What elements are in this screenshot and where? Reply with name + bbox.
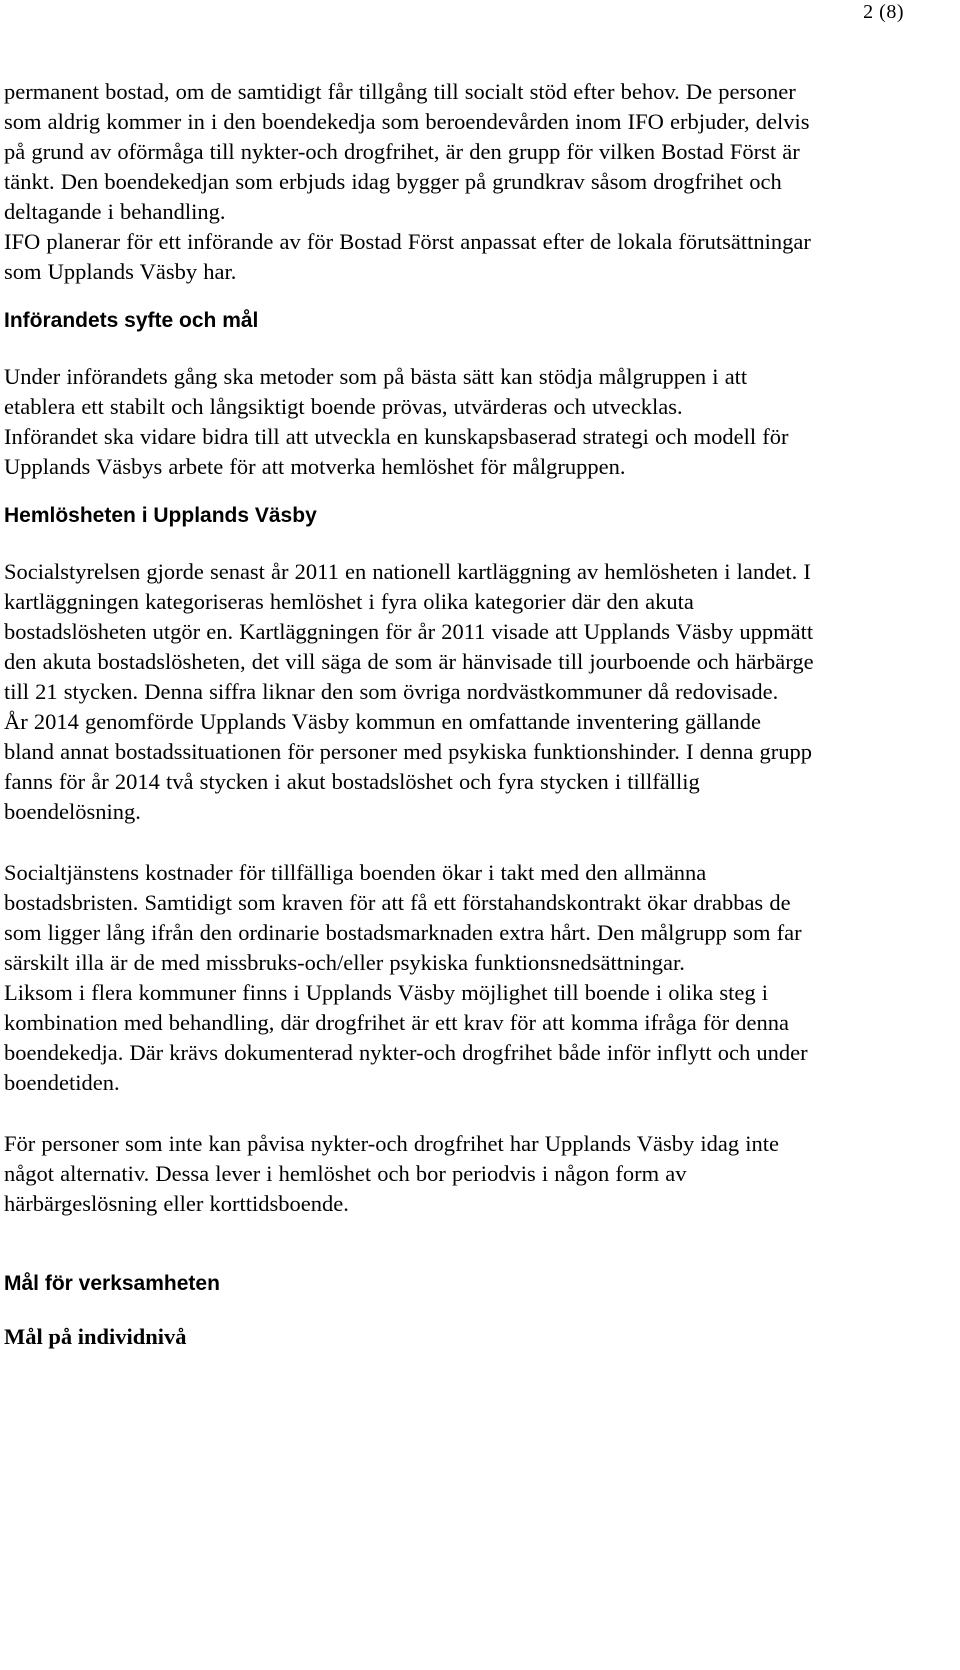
paragraph-hemloshet-5: För personer som inte kan påvisa nykter-och drogfrihet har Upplands Väsby idag inte något alternativ. Dessa lever i hemlöshet och bor periodvis i någon form av härbärgeslösning eller korttidsboende. xyxy=(4,1131,779,1216)
paragraph-intro-1: permanent bostad, om de samtidigt får tillgång till socialt stöd efter behov. De personer som aldrig kommer in i den boendekedja som beroendevården inom IFO erbjuder, delvis på grund av oförmåga till nykter-och drogfrihet, är den grupp för vilken Bostad Först är tänkt. Den boendekedjan som erbjuds idag bygger på grundkrav såsom drogfrihet och deltagande i behandling. xyxy=(4,79,810,224)
heading-syfte-och-mal: Införandets syfte och mål xyxy=(4,309,259,332)
heading-hemlosheten: Hemlösheten i Upplands Väsby xyxy=(4,504,317,527)
paragraph-hemloshet-3: Socialtjänstens kostnader för tillfälliga boenden ökar i takt med den allmänna bostadsbristen. Samtidigt som kraven för att få ett förstahandskontrakt ökar drabbas de som ligger lång ifrån den ordinarie bostadsmarknaden extra hårt. Den målgrupp som far särskilt illa är de med missbruks-och/eller psykiska funktionsnedsättningar. xyxy=(4,860,802,975)
document-body xyxy=(4,77,814,1352)
paragraph-syfte-2: Införandet ska vidare bidra till att utveckla en kunskapsbaserad strategi och modell för Upplands Väsbys arbete för att motverka hemlöshet för målgruppen. xyxy=(4,424,789,479)
paragraph-hemloshet-1: Socialstyrelsen gjorde senast år 2011 en nationell kartläggning av hemlösheten i landet. I kartläggningen kategoriseras hemlöshet i fyra olika kategorier där den akuta bostadslösheten utgör en. Kartläggningen för år 2011 visade att Upplands Väsby uppmätt den akuta bostadslösheten, det vill säga de som är hänvisade till jourboende och härbärge till 21 stycken. Denna siffra liknar den som övriga nordvästkommuner då redovisade. xyxy=(4,559,814,704)
paragraph-syfte-1: Under införandets gång ska metoder som på bästa sätt kan stödja målgruppen i att etablera ett stabilt och långsiktigt boende prövas, utvärderas och utvecklas. xyxy=(4,364,748,419)
page-number: 2 (8) xyxy=(863,1,904,23)
paragraph-intro-2: IFO planerar för ett införande av för Bostad Först anpassat efter de lokala förutsättningar som Upplands Väsby har. xyxy=(4,229,811,284)
heading-mal-for-verksamheten: Mål för verksamheten xyxy=(4,1272,220,1295)
paragraph-hemloshet-2: År 2014 genomförde Upplands Väsby kommun en omfattande inventering gällande bland annat bostadssituationen för personer med psykiska funktionshinder. I denna grupp fanns för år 2014 två stycken i akut bostadslöshet och fyra stycken i tillfällig boendelösning. xyxy=(4,709,812,824)
paragraph-hemloshet-4: Liksom i flera kommuner finns i Upplands Väsby möjlighet till boende i olika steg i kombination med behandling, där drogfrihet är ett krav för att komma ifråga för denna boendekedja. Där krävs dokumenterad nykter-och drogfrihet både inför inflytt och under boendetiden. xyxy=(4,980,808,1095)
heading-mal-pa-individniva: Mål på individnivå xyxy=(4,1324,187,1349)
